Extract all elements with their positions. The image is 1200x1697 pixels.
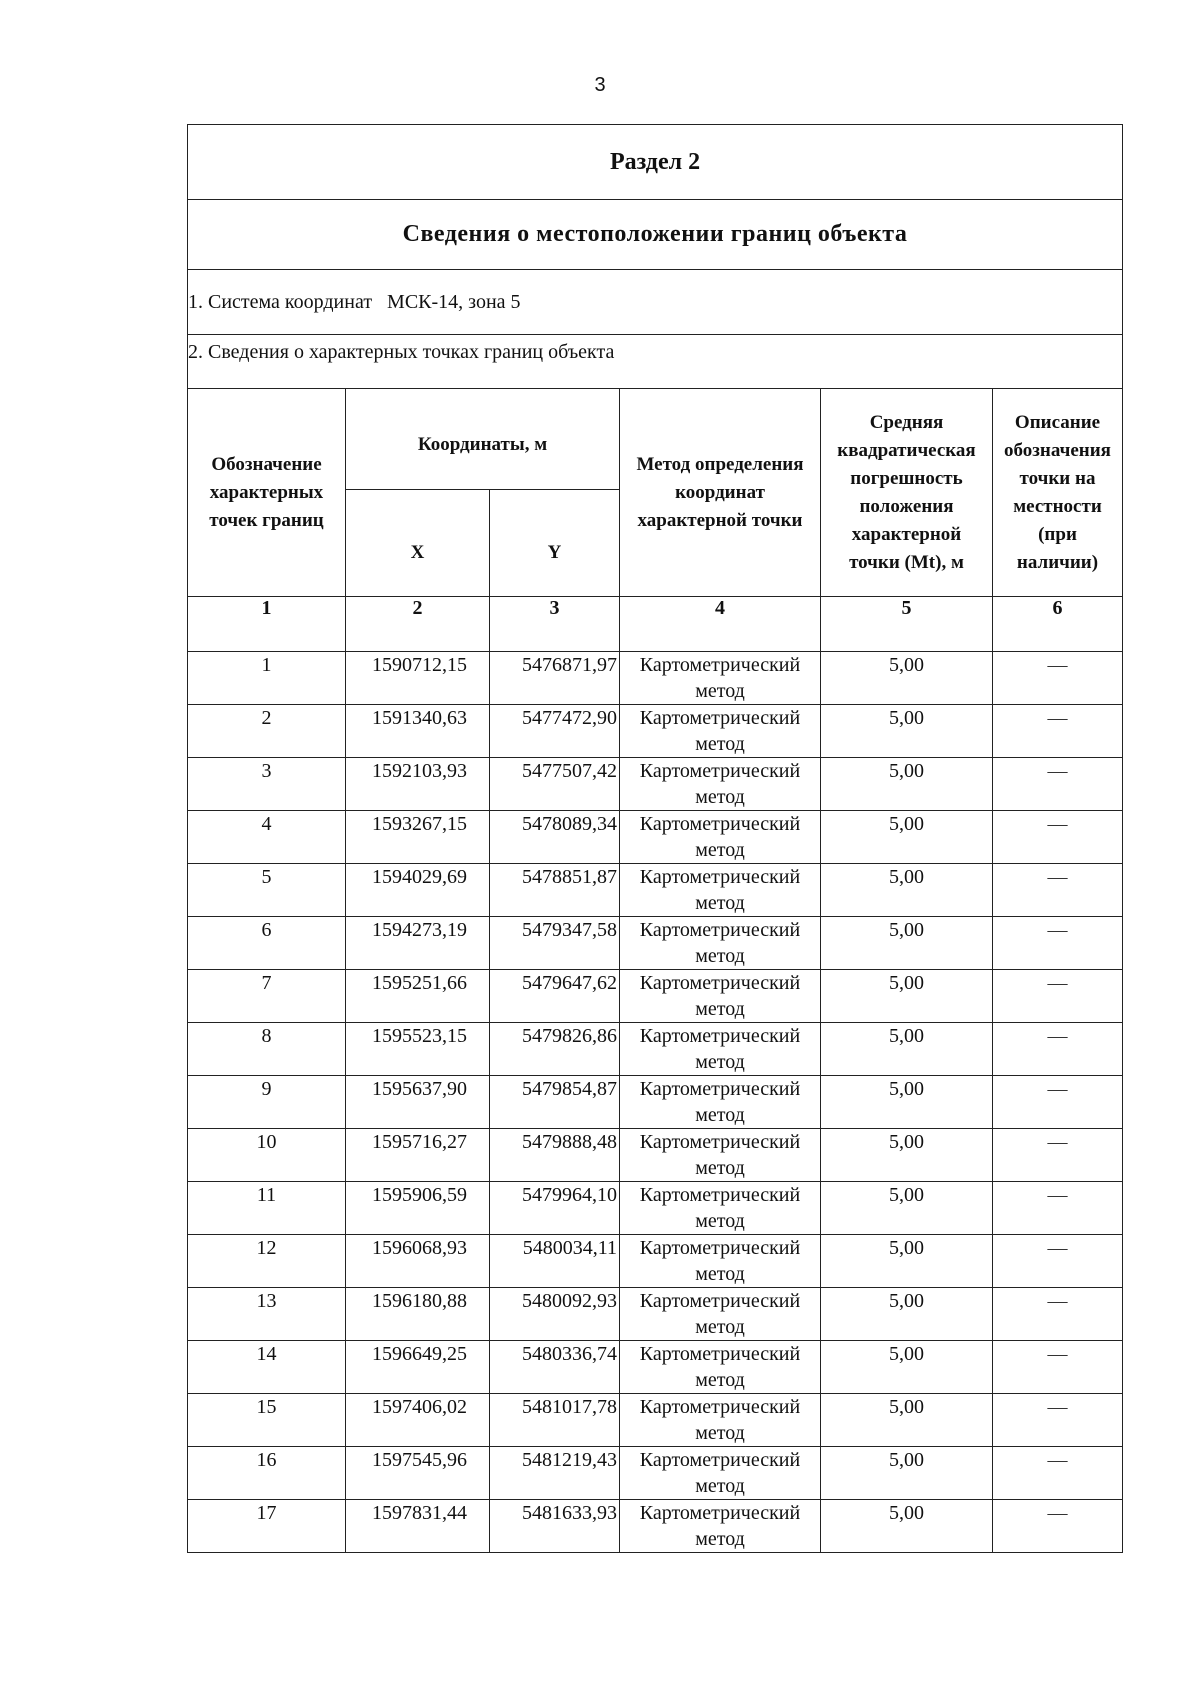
cell-method: Картометрический метод <box>620 705 821 758</box>
table-header-row-1 <box>188 389 1123 490</box>
cell-point: 1 <box>188 652 346 705</box>
cell-error: 5,00 <box>821 705 993 758</box>
table-row <box>188 1288 1123 1341</box>
cell-method: Картометрический метод <box>620 1447 821 1500</box>
cell-error: 5,00 <box>821 1129 993 1182</box>
cell-x: 1596068,93 <box>346 1235 490 1288</box>
table-row <box>188 811 1123 864</box>
cell-x: 1597406,02 <box>346 1394 490 1447</box>
table-row <box>188 1023 1123 1076</box>
cell-x: 1590712,15 <box>346 652 490 705</box>
cell-error: 5,00 <box>821 811 993 864</box>
cell-point: 5 <box>188 864 346 917</box>
cell-method: Картометрический метод <box>620 1076 821 1129</box>
cell-y: 5480034,11 <box>490 1235 620 1288</box>
cell-error: 5,00 <box>821 1076 993 1129</box>
cell-description: — <box>993 1129 1123 1182</box>
cell-method: Картометрический метод <box>620 652 821 705</box>
cell-error: 5,00 <box>821 1394 993 1447</box>
cell-method: Картометрический метод <box>620 1182 821 1235</box>
cell-y: 5481219,43 <box>490 1447 620 1500</box>
points-info-row <box>188 335 1123 389</box>
table-row <box>188 705 1123 758</box>
cell-description: — <box>993 917 1123 970</box>
cell-description: — <box>993 1447 1123 1500</box>
cell-y: 5479964,10 <box>490 1182 620 1235</box>
cell-error: 5,00 <box>821 758 993 811</box>
cell-point: 4 <box>188 811 346 864</box>
cell-point: 2 <box>188 705 346 758</box>
table-row <box>188 758 1123 811</box>
cell-y: 5477507,42 <box>490 758 620 811</box>
cell-error: 5,00 <box>821 1023 993 1076</box>
cell-x: 1593267,15 <box>346 811 490 864</box>
section-title: Раздел 2 <box>188 125 1123 200</box>
cell-point: 11 <box>188 1182 346 1235</box>
cell-description: — <box>993 758 1123 811</box>
cell-x: 1596180,88 <box>346 1288 490 1341</box>
cell-error: 5,00 <box>821 1500 993 1553</box>
cell-error: 5,00 <box>821 1341 993 1394</box>
table-row <box>188 917 1123 970</box>
cell-method: Картометрический метод <box>620 758 821 811</box>
cell-error: 5,00 <box>821 1235 993 1288</box>
cell-description: — <box>993 1182 1123 1235</box>
cell-description: — <box>993 864 1123 917</box>
section-subtitle-row <box>188 200 1123 270</box>
cell-point: 12 <box>188 1235 346 1288</box>
cell-description: — <box>993 1500 1123 1553</box>
cell-error: 5,00 <box>821 970 993 1023</box>
cell-y: 5477472,90 <box>490 705 620 758</box>
cell-y: 5476871,97 <box>490 652 620 705</box>
cell-error: 5,00 <box>821 652 993 705</box>
cell-method: Картометрический метод <box>620 864 821 917</box>
cell-x: 1592103,93 <box>346 758 490 811</box>
table-row <box>188 1341 1123 1394</box>
cell-y: 5479347,58 <box>490 917 620 970</box>
cell-point: 17 <box>188 1500 346 1553</box>
cell-description: — <box>993 652 1123 705</box>
cell-method: Картометрический метод <box>620 1288 821 1341</box>
cell-description: — <box>993 811 1123 864</box>
section-title-row <box>188 125 1123 200</box>
header-description: Описание обозначения точки на местности (при наличии) <box>993 389 1123 597</box>
cell-y: 5479647,62 <box>490 970 620 1023</box>
cell-point: 16 <box>188 1447 346 1500</box>
cell-x: 1594029,69 <box>346 864 490 917</box>
column-number: 5 <box>821 597 993 652</box>
cell-point: 13 <box>188 1288 346 1341</box>
cell-method: Картометрический метод <box>620 1341 821 1394</box>
cell-point: 14 <box>188 1341 346 1394</box>
boundary-points-table <box>187 124 1123 1553</box>
cell-x: 1597831,44 <box>346 1500 490 1553</box>
table-row <box>188 1129 1123 1182</box>
cell-description: — <box>993 1394 1123 1447</box>
header-point-designation: Обозначение характерных точек границ <box>188 389 346 597</box>
cell-method: Картометрический метод <box>620 1500 821 1553</box>
cell-x: 1595251,66 <box>346 970 490 1023</box>
cell-y: 5479888,48 <box>490 1129 620 1182</box>
header-y: Y <box>490 490 620 597</box>
cell-x: 1591340,63 <box>346 705 490 758</box>
cell-y: 5481017,78 <box>490 1394 620 1447</box>
header-method: Метод определения координат характерной точки <box>620 389 821 597</box>
column-number: 3 <box>490 597 620 652</box>
cell-y: 5478851,87 <box>490 864 620 917</box>
table-row <box>188 1076 1123 1129</box>
table-row <box>188 1500 1123 1553</box>
cell-error: 5,00 <box>821 1447 993 1500</box>
cell-description: — <box>993 970 1123 1023</box>
cell-point: 8 <box>188 1023 346 1076</box>
cell-y: 5480092,93 <box>490 1288 620 1341</box>
coord-system-row <box>188 270 1123 335</box>
cell-method: Картометрический метод <box>620 1394 821 1447</box>
cell-x: 1595523,15 <box>346 1023 490 1076</box>
cell-y: 5480336,74 <box>490 1341 620 1394</box>
column-number: 4 <box>620 597 821 652</box>
cell-point: 10 <box>188 1129 346 1182</box>
cell-description: — <box>993 1076 1123 1129</box>
cell-y: 5481633,93 <box>490 1500 620 1553</box>
cell-x: 1596649,25 <box>346 1341 490 1394</box>
cell-method: Картометрический метод <box>620 970 821 1023</box>
cell-y: 5479854,87 <box>490 1076 620 1129</box>
header-coordinates: Координаты, м <box>346 389 620 490</box>
table-row <box>188 1447 1123 1500</box>
cell-method: Картометрический метод <box>620 917 821 970</box>
cell-y: 5478089,34 <box>490 811 620 864</box>
cell-error: 5,00 <box>821 917 993 970</box>
cell-point: 15 <box>188 1394 346 1447</box>
cell-x: 1595906,59 <box>346 1182 490 1235</box>
coord-system-text: 1. Система координат МСК-14, зона 5 <box>188 270 1123 335</box>
cell-x: 1594273,19 <box>346 917 490 970</box>
cell-point: 6 <box>188 917 346 970</box>
cell-description: — <box>993 1341 1123 1394</box>
table-row <box>188 1235 1123 1288</box>
cell-method: Картометрический метод <box>620 1129 821 1182</box>
page-number: 3 <box>594 74 606 96</box>
cell-error: 5,00 <box>821 864 993 917</box>
table-row <box>188 1182 1123 1235</box>
cell-method: Картометрический метод <box>620 1023 821 1076</box>
header-error: Средняя квадратическая погрешность положения характерной точки (Mt), м <box>821 389 993 597</box>
cell-point: 3 <box>188 758 346 811</box>
cell-method: Картометрический метод <box>620 1235 821 1288</box>
cell-x: 1595716,27 <box>346 1129 490 1182</box>
section-subtitle: Сведения о местоположении границ объекта <box>188 200 1123 270</box>
cell-description: — <box>993 1235 1123 1288</box>
cell-y: 5479826,86 <box>490 1023 620 1076</box>
points-info-text: 2. Сведения о характерных точках границ объекта <box>188 335 1123 389</box>
cell-x: 1595637,90 <box>346 1076 490 1129</box>
header-x: X <box>346 490 490 597</box>
table-row <box>188 864 1123 917</box>
cell-error: 5,00 <box>821 1182 993 1235</box>
column-number: 1 <box>188 597 346 652</box>
cell-point: 7 <box>188 970 346 1023</box>
cell-description: — <box>993 705 1123 758</box>
table-row <box>188 970 1123 1023</box>
cell-description: — <box>993 1288 1123 1341</box>
column-number: 6 <box>993 597 1123 652</box>
cell-error: 5,00 <box>821 1288 993 1341</box>
cell-description: — <box>993 1023 1123 1076</box>
table-row <box>188 652 1123 705</box>
column-numbers-row <box>188 597 1123 652</box>
table-row <box>188 1394 1123 1447</box>
cell-point: 9 <box>188 1076 346 1129</box>
cell-method: Картометрический метод <box>620 811 821 864</box>
cell-x: 1597545,96 <box>346 1447 490 1500</box>
column-number: 2 <box>346 597 490 652</box>
